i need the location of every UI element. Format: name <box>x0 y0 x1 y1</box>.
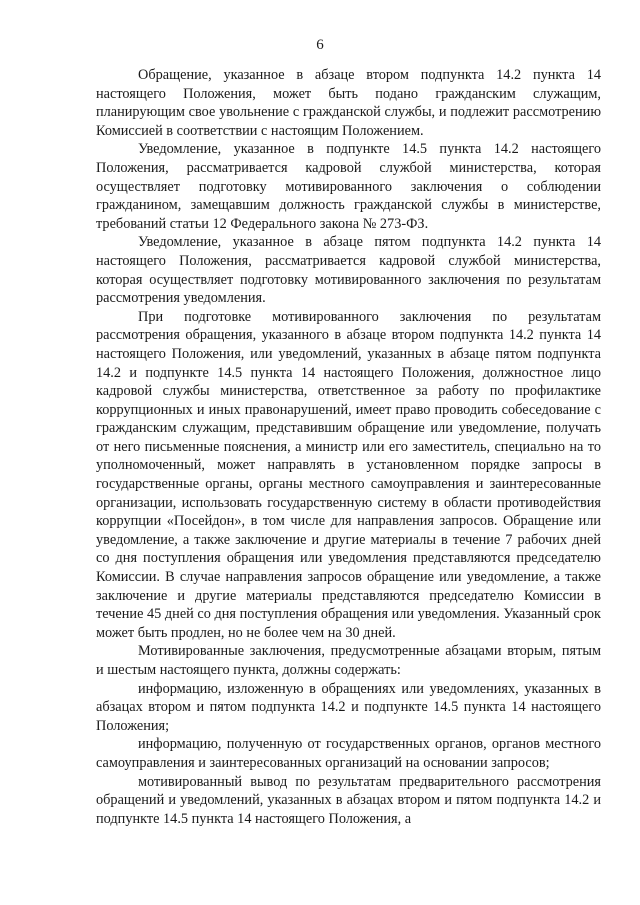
paragraph-notice-fifth-abzac: Уведомление, указанное в абзаце пятом подпункта 14.2 пункта 14 настоящего Положения, рассматривается кадровой службой министерства, которая осуществляет подготовку мотивированного заключения по результатам рассмотрения уведомления. <box>96 234 601 307</box>
document-body <box>96 66 601 828</box>
list-item-information-received: информацию, полученную от государственных органов, органов местного самоуправления и заинтересованных организаций на основании запросов; <box>96 736 601 771</box>
paragraph-notice-14-5: Уведомление, указанное в подпункте 14.5 пункта 14.2 настоящего Положения, рассматривается кадровой службой министерства, которая осуществляет подготовку мотивированного заключения о соблюдении гражданином, замещавшим должность гражданской службы в министерстве, требований статьи 12 Федерального закона № 273-ФЗ. <box>96 141 601 232</box>
paragraph-conclusion-contents: Мотивированные заключения, предусмотренные абзацами вторым, пятым и шестым настоящего пункта, должны содержать: <box>96 643 601 678</box>
paragraph-preparation-of-conclusion: При подготовке мотивированного заключения по результатам рассмотрения обращения, указанного в абзаце втором подпункта 14.2 пункта 14 настоящего Положения, или уведомлений, указанных в абзаце пятом подпункта 14.2 и подпункте 14.5 пункта 14 настоящего Положения, должностное лицо кадровой службы министерства, ответственное за работу по профилактике коррупционных и иных правонарушений, имеет право проводить собеседование с гражданским служащим, представившим обращение или уведомление, получать от него письменные пояснения, а министр или его заместитель, специально на то уполномоченный, может направлять в установленном порядке запросы в государственные органы, органы местного самоуправления и заинтересованные организации, использовать государственную систему в области противодействия коррупции «Посейдон», в том числе для направления запросов. Обращение или уведомление, а также заключение и другие материалы в течение 7 рабочих дней со дня поступления обращения или уведомления представляются председателю Комиссии. В случае направления запросов обращение или уведомление, а также заключение и другие материалы представляются председателю Комиссии в течение 45 дней со дня поступления обращения или уведомления. Указанный срок может быть продлен, но не более чем на 30 дней. <box>96 308 601 641</box>
page-number: 6 <box>316 37 324 53</box>
list-item-information-stated: информацию, изложенную в обращениях или уведомлениях, указанных в абзацах втором и пятом подпункта 14.2 и подпункте 14.5 пункта 14 настоящего Положения; <box>96 680 601 734</box>
paragraph-appeal: Обращение, указанное в абзаце втором подпункта 14.2 пункта 14 настоящего Положения, может быть подано гражданским служащим, планирующим свое увольнение с гражданской службы, и подлежит рассмотрению Комиссией в соответствии с настоящим Положением. <box>96 67 601 139</box>
list-item-motivated-conclusion: мотивированный вывод по результатам предварительного рассмотрения обращений и уведомлений, указанных в абзацах втором и пятом подпункта 14.2 и подпункте 14.5 пункта 14 настоящего Положения, а <box>96 773 601 827</box>
